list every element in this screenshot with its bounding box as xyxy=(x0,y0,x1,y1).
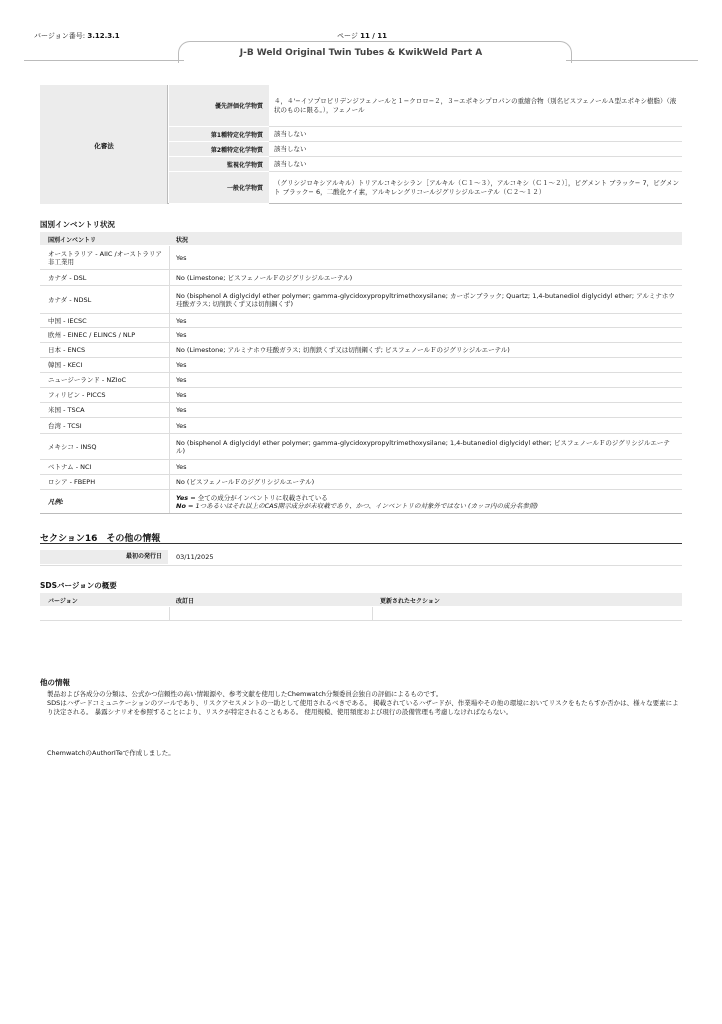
inventory-status: No (Limestone; ビスフェノールＦのジグリシジルエーテル) xyxy=(176,273,353,282)
table-row xyxy=(40,388,682,403)
reg-row-label: 第1種特定化学物質 xyxy=(169,127,269,142)
table-row xyxy=(40,286,682,314)
document-title: J-B Weld Original Twin Tubes & KwikWeld Part A xyxy=(239,48,483,58)
other-info-heading: 他の情報 xyxy=(40,678,70,687)
inventory-name: 韓国 - KECI xyxy=(48,361,83,369)
inventory-status: Yes xyxy=(176,331,187,339)
version-value: 3.12.3.1 xyxy=(87,32,120,40)
page-number xyxy=(337,31,387,41)
regulation-law-cell xyxy=(40,85,168,204)
inventory-legend-row xyxy=(40,490,682,514)
other-info-line2: SDSはハザードコミュニケーションのツールであり、リスクアセスメントの一助として使用されるべきである。 掲載されているハザードが、作業場やその他の環境においてリスクをもたらすか否かは、様々な要素により決定される。 暴露シナリオを参照することにより、リスクが特定されることもある。 使用規模、使用頻度および現行の設備管理も考慮しなければならない。 xyxy=(47,699,679,716)
legend-yes-text: = 全ての成分がインベントリに収載されている xyxy=(188,493,328,502)
table-row xyxy=(40,475,682,490)
reg-row-label: 優先評価化学物質 xyxy=(169,85,269,127)
table-row xyxy=(40,270,682,286)
table-row xyxy=(40,358,682,373)
sds-versions-heading: SDSバージョンの概要 xyxy=(40,581,117,590)
inventory-status: No (bisphenol A diglycidyl ether polymer; gamma-glycidoxypropyltrimethoxysilane; 1,4-butanediol diglycidyl ether; ビスフェノールＦのジグリシジルエーテル) xyxy=(176,438,670,455)
sds-versions-empty-row xyxy=(40,607,682,621)
header-rule-right xyxy=(566,60,698,61)
reg-row-label: 一般化学物質 xyxy=(169,172,269,204)
inventory-name: 欧州 - EINEC / ELINCS / NLP xyxy=(48,331,136,339)
reg-row-value: （グリシジロキシアルキル）トリアルコキシシラン［アルキル（Ｃ１〜３），アルコキシ（Ｃ１〜２）］，ピグメント ブラック− 7，ピグメント ブラック− 6，二酸化ケイ素，アルキレングリコールジグリシジルエーテル（Ｃ２〜１２） xyxy=(274,179,680,196)
page-label: ページ xyxy=(337,32,358,40)
authorite-note: ChemwatchのAuthorITeで作成しました。 xyxy=(47,749,175,757)
inventory-status: No (Limestone; アルミナホウ珪酸ガラス; 切削鉄くず又は切削鋼くず; ビスフェノールＦのジグリシジルエーテル) xyxy=(176,346,510,354)
table-row xyxy=(40,434,682,460)
issue-date-label: 最初の発行日 xyxy=(40,550,168,564)
inventory-name: 中国 - IECSC xyxy=(48,316,87,325)
legend-no-key: No xyxy=(176,501,186,510)
inventory-status: Yes xyxy=(176,406,187,414)
inventory-name: カナダ - NDSL xyxy=(48,295,92,304)
inventory-status: Yes xyxy=(176,316,187,325)
sds-col-sections: 更新されたセクション xyxy=(380,598,440,605)
inventory-status: Yes xyxy=(176,391,187,399)
version-label: バージョン番号: xyxy=(34,32,86,40)
table-row xyxy=(40,343,682,358)
reg-row-value: ４，４'−イソプロピリデンジフェノールと１−クロロ−２，３−エポキシプロパンの重縮合物（別名ビスフェノールＡ型エポキシ樹脂）（液状のものに限る。），フェノール xyxy=(269,85,682,127)
inventory-status: No (ビスフェノールＦのジグリシジルエーテル) xyxy=(176,478,315,486)
legend-no-text: = 1つあるいはそれ以上のCAS開示成分が未収載であり、かつ、インベントリの対象外ではない (カッコ内の成分名参照) xyxy=(185,501,539,510)
regulation-table xyxy=(40,85,682,204)
reg-row-value: 該当しない xyxy=(269,157,682,172)
inventory-name: ロシア - FBEPH xyxy=(48,478,96,486)
other-info-body xyxy=(47,690,679,717)
inventory-name: メキシコ - INSQ xyxy=(48,442,97,451)
issue-date-value: 03/11/2025 xyxy=(176,553,214,561)
inventory-name: 台湾 - TCSI xyxy=(48,421,82,430)
sds-versions-header xyxy=(40,593,682,606)
other-info-line1: 製品および各成分の分類は、公式かつ信頼性の高い情報源や、参考文献を使用したChemwatch分類委員会独自の評価によるものです。 xyxy=(47,690,443,698)
inventory-status: Yes xyxy=(176,463,187,471)
inventory-name: 日本 - ENCS xyxy=(48,346,86,354)
inventory-status: No (bisphenol A diglycidyl ether polymer; gamma-glycidoxypropyltrimethoxysilane; カーボンブラック; Quartz; 1,4-butanediol diglycidyl ether; アルミナホウ珪酸ガラス; 切削鉄くず又は切削鋼くず) xyxy=(176,291,675,308)
legend-label: 凡例: xyxy=(48,497,64,506)
table-row xyxy=(40,246,682,270)
section16-heading: セクション16 その他の情報 xyxy=(40,534,161,544)
table-row xyxy=(40,403,682,418)
inventory-heading: 国別インベントリ状況 xyxy=(40,220,115,229)
header-rule-left xyxy=(24,60,184,61)
version-number xyxy=(34,31,120,41)
table-row xyxy=(40,373,682,388)
inventory-col-status: 状況 xyxy=(176,237,189,244)
reg-row-value: 該当しない xyxy=(269,142,682,157)
legend-yes-key: Yes xyxy=(176,493,189,502)
reg-row-value: 該当しない xyxy=(269,127,682,142)
inventory-name: オーストラリア - AIIC /オーストラリア非工業用 xyxy=(48,249,162,266)
inventory-name: ニュージーランド - NZIoC xyxy=(48,376,127,384)
reg-row-label: 監視化学物質 xyxy=(169,157,269,172)
issue-rule xyxy=(40,565,682,566)
table-row xyxy=(40,460,682,475)
regulation-law-label: 化審法 xyxy=(94,142,114,150)
inventory-status: Yes xyxy=(176,421,187,430)
sds-col-version: バージョン xyxy=(48,598,78,605)
section16-rule xyxy=(40,543,682,544)
reg-row-label: 第2種特定化学物質 xyxy=(169,142,269,157)
inventory-name: ベトナム - NCI xyxy=(48,463,92,471)
inventory-col-country: 国別インベントリ xyxy=(48,237,97,244)
inventory-status: Yes xyxy=(176,361,187,369)
table-row xyxy=(40,314,682,328)
inventory-name: 米国 - TSCA xyxy=(48,406,85,414)
sds-col-revised: 改訂日 xyxy=(176,598,195,605)
legend-text xyxy=(176,490,676,513)
table-row xyxy=(40,418,682,434)
inventory-name: カナダ - DSL xyxy=(48,273,87,282)
page-value: 11 / 11 xyxy=(360,32,388,40)
inventory-name: フィリピン - PICCS xyxy=(48,391,106,399)
table-row xyxy=(40,328,682,343)
inventory-status: Yes xyxy=(176,376,187,384)
inventory-table-header xyxy=(40,232,682,245)
inventory-status: Yes xyxy=(176,253,187,262)
